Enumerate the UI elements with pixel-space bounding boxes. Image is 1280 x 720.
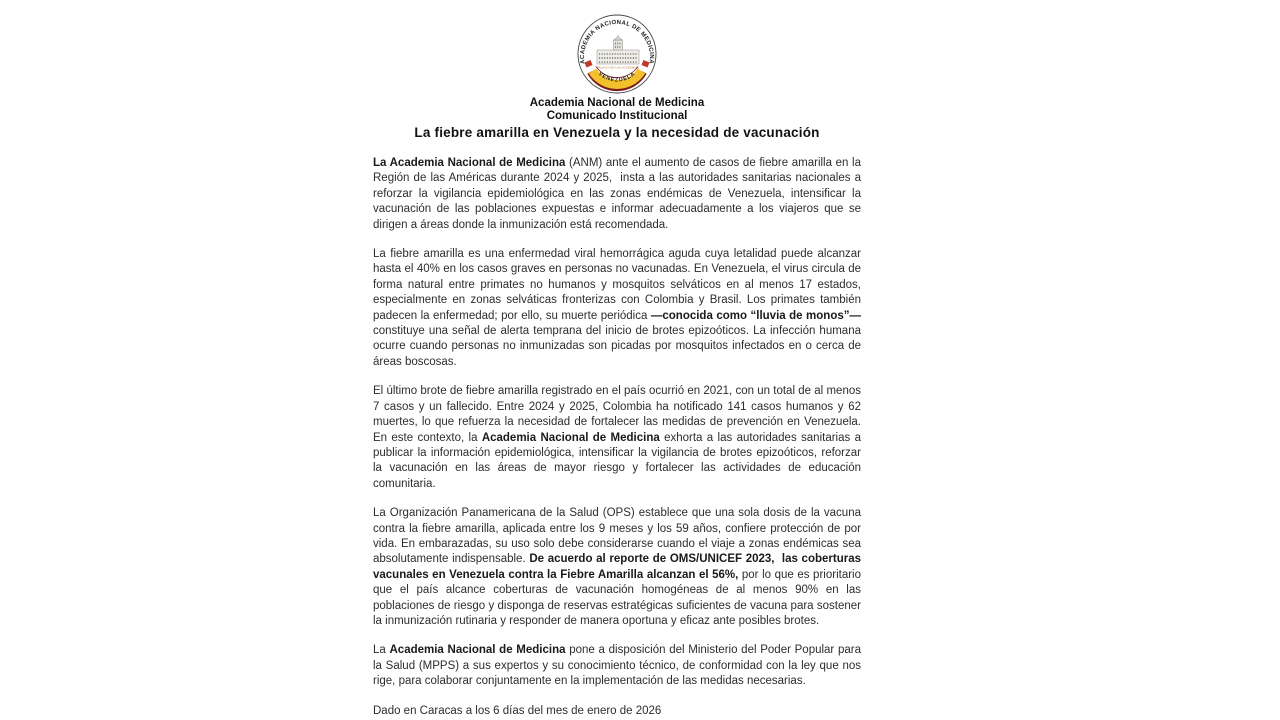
text-run: La [373, 644, 390, 657]
bold-text-run: De acuerdo al reporte de OMS/UNICEF 2023, las coberturas vacunales en Venezuela contra la Fiebre Amarilla alcanzan el 56%, [373, 553, 861, 581]
document-subtitle: Comunicado Institucional [546, 110, 688, 122]
document-title: La fiebre amarilla en Venezuela y la necesidad de vacunación [414, 125, 820, 140]
text-run: El último brote de fiebre amarilla registrado en el país ocurrió en 2021, con un total de al menos 7 casos y un fallecido. Entre 2024 y 2025, Colombia ha notificado 141 casos humanos y 62 muertes, lo que refuerza la necesidad de fortalecer las medidas de prevención en Venezuela. En este contexto, la [373, 385, 861, 444]
bold-text-run: —conocida como “lluvia de monos”— [650, 309, 861, 322]
paragraph-5 [373, 643, 861, 689]
date-line: Dado en Caracas a los 6 días del mes de enero de 2026 [373, 704, 662, 717]
bold-text-run: Academia Nacional de Medicina [481, 431, 660, 444]
text-run: La fiebre amarilla es una enfermedad viral hemorrágica aguda cuya letalidad puede alcanzar hasta el 40% en los casos graves en personas no vacunadas. En Venezuela, el virus circula de forma natural entre primates no humanos y mosquitos selváticos en al menos 17 estados, especialmente en zonas selváticas fronterizas con Colombia y Brasil. Los primates también padecen la enfermedad; por ello, su muerte periódica [373, 248, 861, 322]
paragraph-4 [373, 506, 861, 629]
communique-document [373, 0, 861, 719]
text-run: (ANM) ante el aumento de casos de fiebre amarilla en la Región de las Américas durante 2024 y 2025, insta a las autoridades sanitarias nacionales a reforzar la vigilancia epidemiológica en las zonas endémicas de Venezuela, intensificar la vacunación de las poblaciones expuestas e informar adecuadamente a los viajeros que se dirigen a áreas donde la inmunización está recomendada. [373, 157, 862, 231]
text-run: exhorta a las autoridades sanitarias a publicar la información epidemiológica, intensificar la vigilancia de brotes epizoóticos, reforzar la vacunación en las áreas de mayor riesgo y fortalecer las actividades de educación comunitaria. [373, 431, 861, 490]
text-run: pone a disposición del Ministerio del Poder Popular para la Salud (MPPS) a sus expertos y su conocimiento técnico, de conformidad con la ley que nos rige, para colaborar conjuntamente en la implementación de las medidas necesarias. [373, 644, 861, 688]
paragraphs [373, 156, 861, 690]
seal-ring-text: ACADEMIA NACIONAL DE MEDICINA [579, 19, 655, 65]
anm-seal-logo [577, 14, 657, 94]
text-run: por lo que es prioritario que el país alcance coberturas de vacunación homogéneas de al menos 90% en las poblaciones de riesgo y disponga de reservas estratégicas suficientes de vacuna para sostener la inmunización rutinaria y responder de manera oportuna y eficaz ante posibles brotes. [373, 568, 861, 627]
paragraph-1 [373, 156, 861, 233]
text-run: La Organización Panamericana de la Salud (OPS) establece que una sola dosis de la vacuna contra la fiebre amarilla, aplicada entre los 9 meses y los 59 años, confiere protección de por vida. En embarazadas, su uso solo debe considerarse cuando el viaje a zonas endémicas sea absolutamente indispensable. [373, 507, 861, 566]
paragraph-2 [373, 247, 861, 370]
org-name: Academia Nacional de Medicina [529, 97, 705, 109]
text-run: constituye una señal de alerta temprana del inicio de brotes epizoóticos. La infección humana ocurre cuando personas no inmunizadas son picadas por mosquitos infectados en o cerca de áreas boscosas. [373, 325, 861, 368]
anm-seal-icon [577, 14, 657, 94]
paragraph-3 [373, 384, 861, 492]
bold-text-run: La Academia Nacional de Medicina [373, 157, 566, 169]
seal-banner-text: VENEZUELA [597, 71, 637, 84]
bold-text-run: Academia Nacional de Medicina [389, 644, 566, 657]
building-caption: PALACIO DE LAS ACADEMIAS [596, 65, 640, 70]
